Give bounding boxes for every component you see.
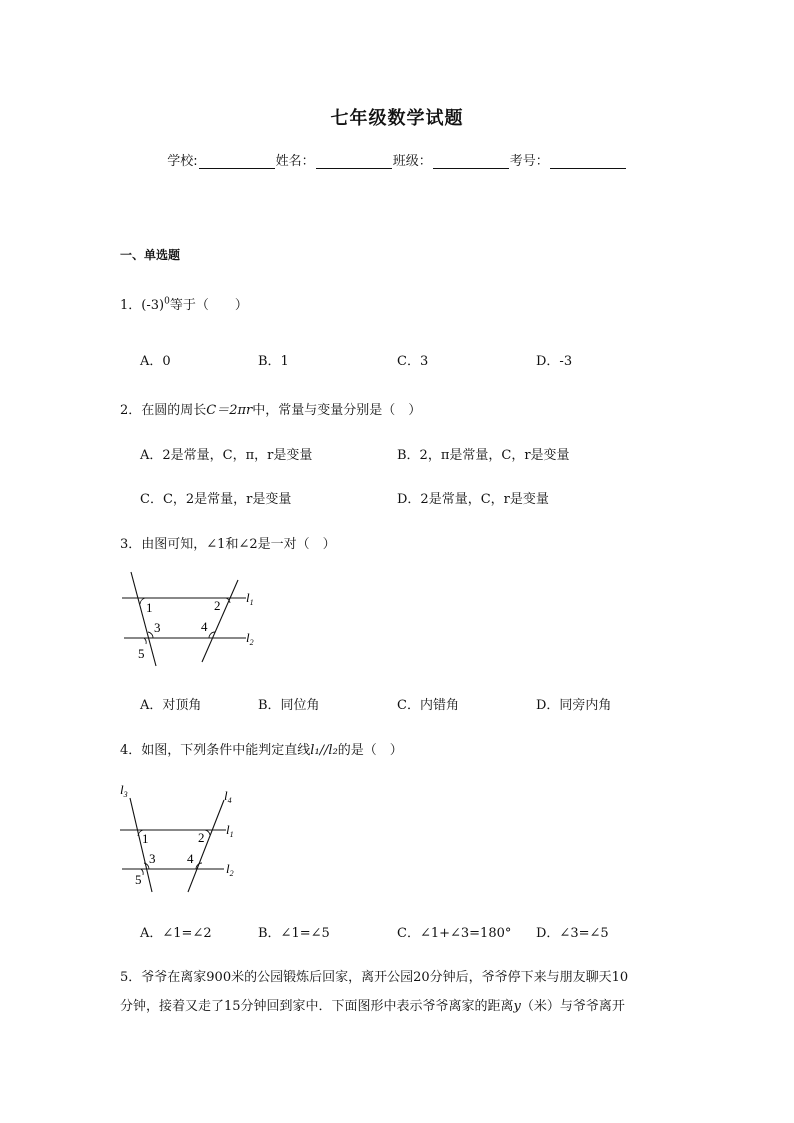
name-blank [316, 154, 392, 169]
arc-2 [205, 830, 210, 835]
q2-option-c[interactable]: C．C，2是常量，r是变量 [140, 492, 292, 507]
angle-label-4: 4 [187, 851, 194, 866]
q3-option-a[interactable]: A．对顶角 [140, 698, 202, 713]
question-2-stem [120, 399, 421, 418]
line-label-l4: $l_4$ [224, 788, 232, 805]
q2-option-d[interactable]: D．2是常量，C，r是变量 [397, 492, 549, 507]
section-title: 一、单选题 [120, 248, 181, 262]
angle-label-5: 5 [135, 872, 142, 887]
angle-label-5: 5 [138, 646, 145, 661]
formula: C＝2πr [206, 403, 253, 418]
question-text: 中，常量与变量分别是（ ） [252, 403, 422, 418]
angle-label-2: 2 [214, 598, 221, 613]
question-text: 在圆的周长 [141, 403, 207, 418]
line-label-l2: $l_2$ [226, 861, 234, 878]
page-title: 七年级数学试题 [330, 108, 464, 129]
angle-label-3: 3 [149, 851, 156, 866]
question-text: 爷爷在离家900米的公园锻炼后回家，离开公园20分钟后，爷爷停下来与朋友聊天10 [141, 970, 629, 985]
line-l4 [188, 800, 224, 892]
school-label: 学校: [167, 154, 198, 169]
question-3-stem [120, 533, 336, 552]
line-label-l3: $l_3$ [120, 782, 128, 799]
q4-option-c[interactable]: C．∠1+∠3=180° [397, 926, 512, 941]
q4-option-a[interactable]: A．∠1=∠2 [140, 926, 212, 941]
question-number: 5． [120, 970, 142, 985]
name-label: 姓名： [275, 154, 315, 169]
class-blank [433, 154, 509, 169]
q1-option-d[interactable]: D．-3 [536, 354, 573, 369]
line-label-l1: $l_1$ [226, 822, 234, 839]
line-label-l1: $l_1$ [246, 590, 254, 607]
q2-option-b[interactable]: B．2，π是常量，C，r是变量 [397, 448, 570, 463]
q3-option-c[interactable]: C．内错角 [397, 698, 459, 713]
variable: y [513, 999, 521, 1014]
question-text: 如图，下列条件中能判定直线 [141, 743, 311, 758]
student-info-line [0, 150, 794, 169]
q4-option-d[interactable]: D．∠3=∠5 [536, 926, 609, 941]
arc-5 [144, 638, 146, 644]
question-text: 分钟，接着又走了15分钟回到家中．下面图形中表示爷爷离家的距离 [120, 999, 514, 1014]
angle-label-1: 1 [142, 831, 149, 846]
class-label: 班级： [392, 154, 432, 169]
angle-label-3: 3 [154, 620, 161, 635]
q3-option-b[interactable]: B．同位角 [258, 698, 320, 713]
q2-option-a[interactable]: A．2是常量，C，π，r是变量 [140, 448, 313, 463]
angle-label-1: 1 [146, 600, 153, 615]
question-text: （米）与爷爷离开 [520, 999, 625, 1014]
q4-option-b[interactable]: B．∠1=∠5 [258, 926, 330, 941]
question-text: 由图可知，∠1和∠2是一对（ ） [141, 537, 336, 552]
expression: (-3) [141, 298, 165, 313]
question-number: 2． [120, 403, 142, 418]
angle-label-4: 4 [201, 619, 208, 634]
question-4-stem [120, 739, 403, 758]
question-text: 的是（ ） [337, 743, 403, 758]
question-number: 1． [120, 298, 142, 313]
arc-1 [140, 598, 145, 604]
exponent: 0 [164, 296, 170, 307]
question-5-line-2 [120, 995, 625, 1014]
exam-number-blank [550, 154, 626, 169]
q1-option-a[interactable]: A．0 [140, 354, 171, 369]
q3-figure [118, 568, 268, 668]
exam-number-label: 考号： [509, 154, 549, 169]
question-1-stem [120, 294, 248, 313]
angle-label-2: 2 [198, 830, 205, 845]
question-tail: 等于（ ） [169, 298, 248, 313]
question-5-line-1 [120, 966, 628, 985]
question-number: 4． [120, 743, 142, 758]
q1-option-c[interactable]: C．3 [397, 354, 429, 369]
q1-option-b[interactable]: B．1 [258, 354, 289, 369]
line-label-l2: $l_2$ [246, 630, 254, 647]
question-number: 3． [120, 537, 142, 552]
q3-option-d[interactable]: D．同旁内角 [536, 698, 612, 713]
school-blank [199, 154, 275, 169]
q4-figure [116, 780, 246, 895]
formula: l₁//l₂ [310, 743, 338, 758]
